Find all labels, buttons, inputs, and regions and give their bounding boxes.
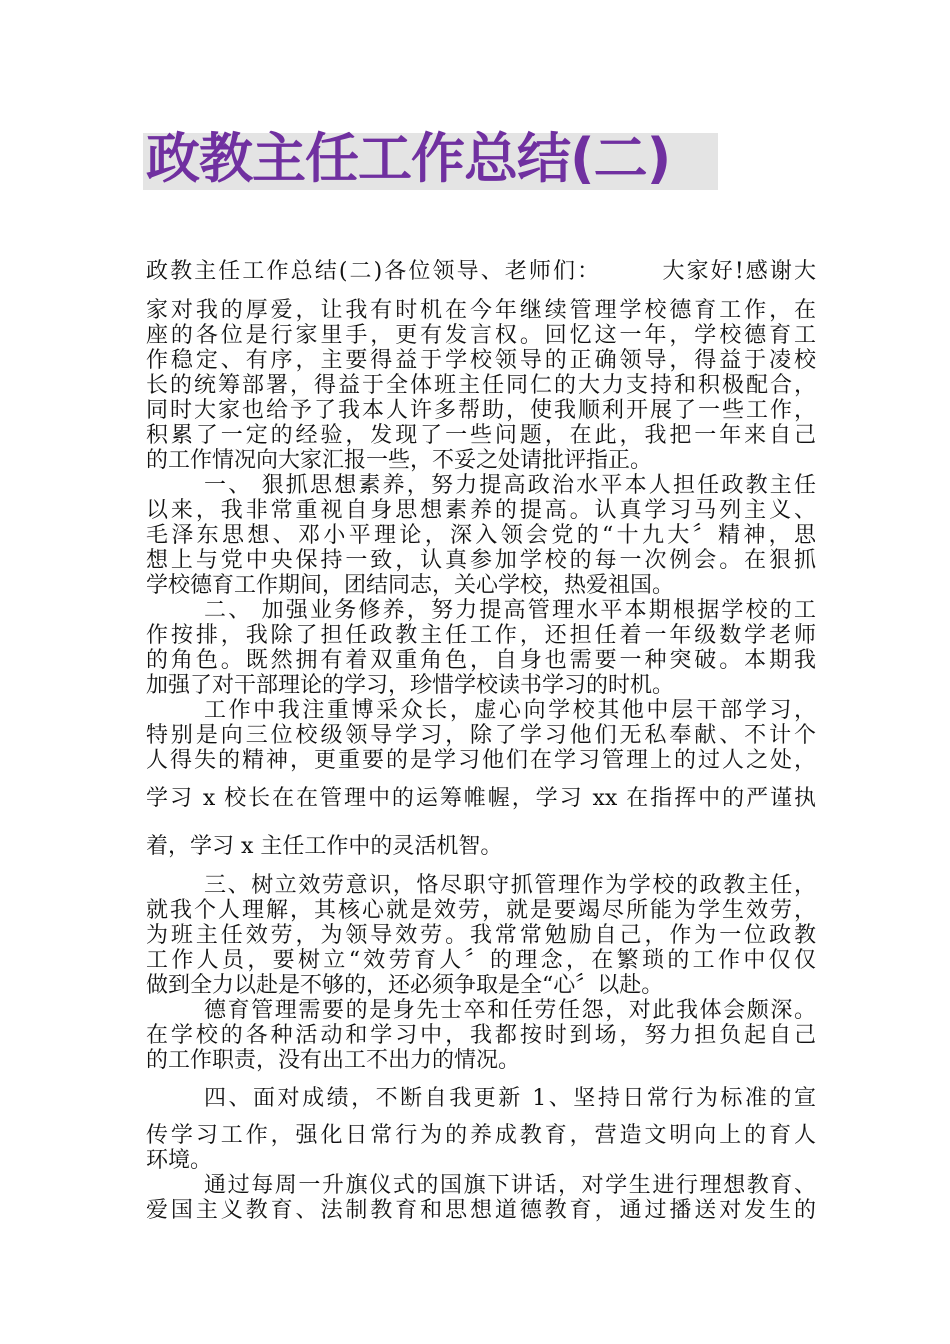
body-line: 人得失的精神，更重要的是学习他们在学习管理上的过人之处， (146, 748, 816, 773)
body-line: 学习 x 校长在在管理中的运筹帷幄，学习 xx 在指挥中的严谨执 (146, 786, 816, 811)
body-line: 毛泽东思想、邓小平理论，深入领会党的“十九大〞精神，思 (146, 523, 816, 548)
body-line: 特别是向三位校级领导学习，除了学习他们无私奉献、不计个 (146, 723, 816, 748)
body-line: 通过每周一升旗仪式的国旗下讲话，对学生进行理想教育、 (204, 1173, 816, 1198)
body-line: 的角色。既然拥有着双重角色，自身也需要一种突破。本期我 (146, 648, 816, 673)
body-line: 德育管理需要的是身先士卒和任劳任怨，对此我体会颇深。 (204, 998, 816, 1023)
body-line: 作稳定、有序，主要得益于学校领导的正确领导，得益于凌校 (146, 348, 816, 373)
body-line: 的工作情况向大家汇报一些，不妥之处请批评指正。 (146, 448, 653, 473)
body-line: 在学校的各种活动和学习中，我都按时到场，努力担负起自己 (146, 1023, 816, 1048)
body-line: 同时大家也给予了我本人许多帮助，使我顺利开展了一些工作， (146, 398, 816, 423)
body-line: 以来，我非常重视自身思想素养的提高。认真学习马列主义、 (146, 498, 816, 523)
body-line: 座的各位是行家里手，更有发言权。回忆这一年，学校德育工 (146, 323, 816, 348)
body-line: 家对我的厚爱，让我有时机在今年继续管理学校德育工作，在 (146, 298, 816, 323)
body-line: 长的统筹部署，得益于全体班主任同仁的大力支持和积极配合， (146, 373, 816, 398)
body-line: 四、面对成绩，不断自我更新 1、坚持日常行为标准的宣 (204, 1086, 816, 1111)
body-line: 加强了对干部理论的学习，珍惜学校读书学习的时机。 (146, 673, 675, 698)
body-line: 想上与党中央保持一致，认真参加学校的每一次例会。在狠抓 (146, 548, 816, 573)
body-line: 政教主任工作总结(二)各位领导、老师们： 大家好!感谢大 (146, 259, 816, 284)
body-line: 为班主任效劳，为领导效劳。我常常勉励自己，作为一位政教 (146, 923, 816, 948)
body-line: 做到全力以赴是不够的，还必须争取是全“心〞以赴。 (146, 973, 664, 998)
body-line: 一、 狠抓思想素养，努力提高政治水平本人担任政教主任 (204, 473, 816, 498)
body-line: 三、树立效劳意识，恪尽职守抓管理作为学校的政教主任， (204, 873, 816, 898)
body-line: 的工作职责，没有出工不出力的情况。 (146, 1048, 521, 1073)
body-line: 积累了一定的经验，发现了一些问题，在此，我把一年来自己 (146, 423, 816, 448)
body-line: 爱国主义教育、法制教育和思想道德教育，通过播送对发生的 (146, 1198, 816, 1223)
body-line: 作按排，我除了担任政教主任工作，还担任着一年级数学老师 (146, 623, 816, 648)
body-line: 环境。 (146, 1148, 213, 1173)
body-line: 学校德育工作期间，团结同志，关心学校，热爱祖国。 (146, 573, 675, 598)
body-line: 着，学习 x 主任工作中的灵活机智。 (146, 834, 503, 859)
body-line: 传学习工作，强化日常行为的养成教育，营造文明向上的育人 (146, 1123, 816, 1148)
document-title: 政教主任工作总结(二) (146, 127, 671, 190)
body-line: 工作中我注重博采众长，虚心向学校其他中层干部学习， (204, 698, 816, 723)
body-line: 工作人员，要树立“效劳育人〞的理念，在繁琐的工作中仅仅 (146, 948, 816, 973)
body-line: 二、 加强业务修养，努力提高管理水平本期根据学校的工 (204, 598, 816, 623)
body-line: 就我个人理解，其核心就是效劳，就是要竭尽所能为学生效劳， (146, 898, 816, 923)
